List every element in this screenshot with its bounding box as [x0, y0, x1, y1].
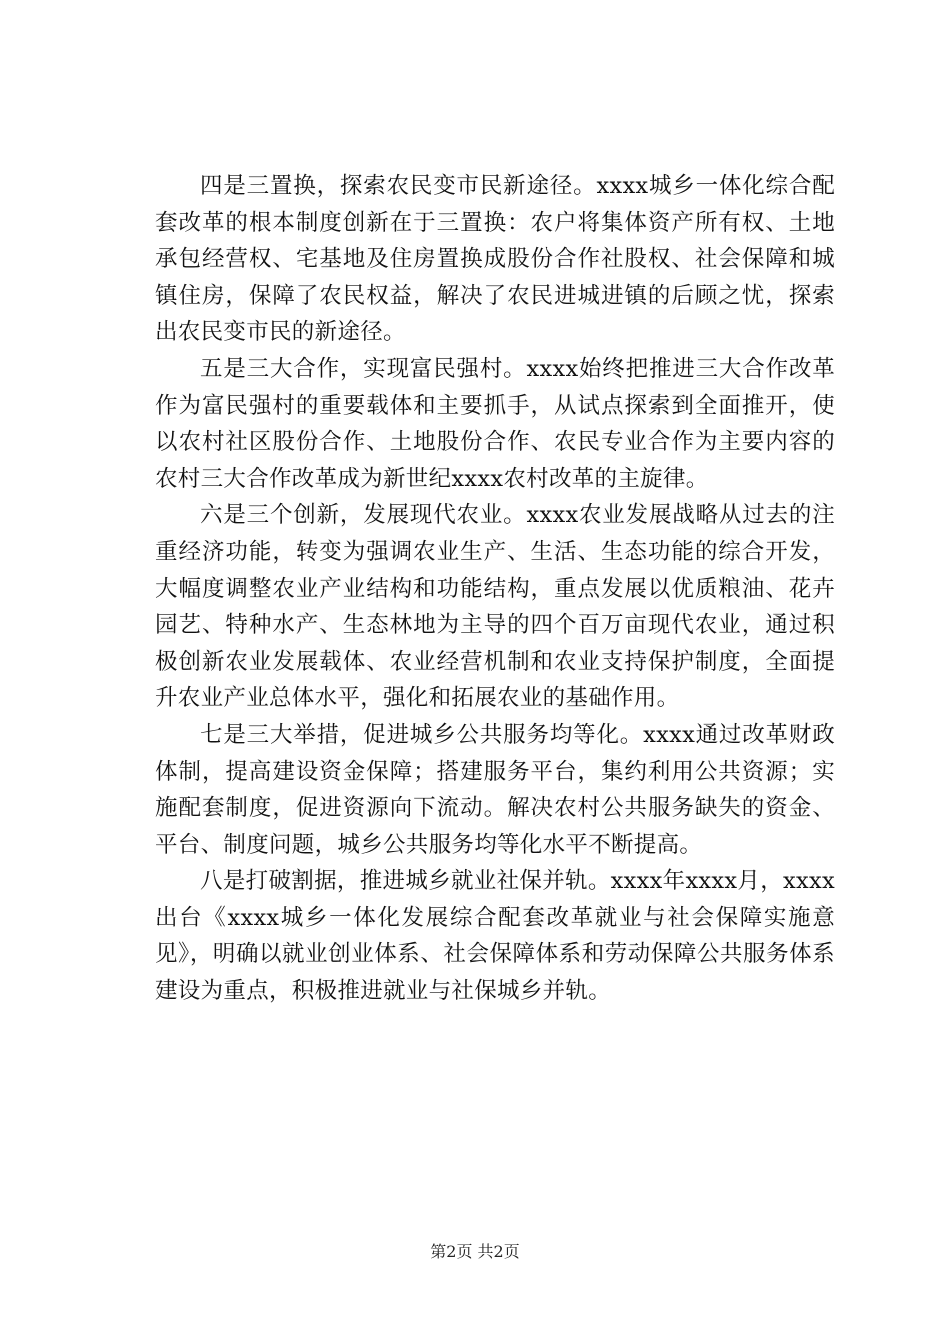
- paragraph-6: 六是三个创新，发展现代农业。xxxx农业发展战略从过去的注重经济功能，转变为强调农业生产、生活、生态功能的综合开发，大幅度调整农业产业结构和功能结构，重点发展以优质粮油、花卉园艺、特种水产、生态林地为主导的四个百万亩现代农业，通过积极创新农业发展载体、农业经营机制和农业支持保护制度，全面提升农业产业总体水平，强化和拓展农业的基础作用。: [155, 502, 835, 712]
- paragraph-8: 八是打破割据，推进城乡就业社保并轨。xxxx年xxxx月，xxxx出台《xxxx城乡一体化发展综合配套改革就业与社会保障实施意见》，明确以就业创业体系、社会保障体系和劳动保障公共服务体系建设为重点，积极推进就业与社保城乡并轨。: [155, 868, 835, 1005]
- paragraph-5: 五是三大合作，实现富民强村。xxxx始终把推进三大合作改革作为富民强村的重要载体和主要抓手，从试点探索到全面推开，使以农村社区股份合作、土地股份合作、农民专业合作为主要内容的农村三大合作改革成为新世纪xxxx农村改革的主旋律。: [155, 355, 835, 492]
- document-body: [155, 168, 835, 1010]
- page-footer: 第2页 共2页: [430, 1242, 520, 1261]
- paragraph-4: 四是三置换，探索农民变市民新途径。xxxx城乡一体化综合配套改革的根本制度创新在于三置换：农户将集体资产所有权、土地承包经营权、宅基地及住房置换成股份合作社股权、社会保障和城镇住房，保障了农民权益，解决了农民进城进镇的后顾之忧，探索出农民变市民的新途径。: [155, 173, 835, 346]
- paragraph-7: 七是三大举措，促进城乡公共服务均等化。xxxx通过改革财政体制，提高建设资金保障；搭建服务平台，集约利用公共资源；实施配套制度，促进资源向下流动。解决农村公共服务缺失的资金、平台、制度问题，城乡公共服务均等化水平不断提高。: [155, 721, 835, 858]
